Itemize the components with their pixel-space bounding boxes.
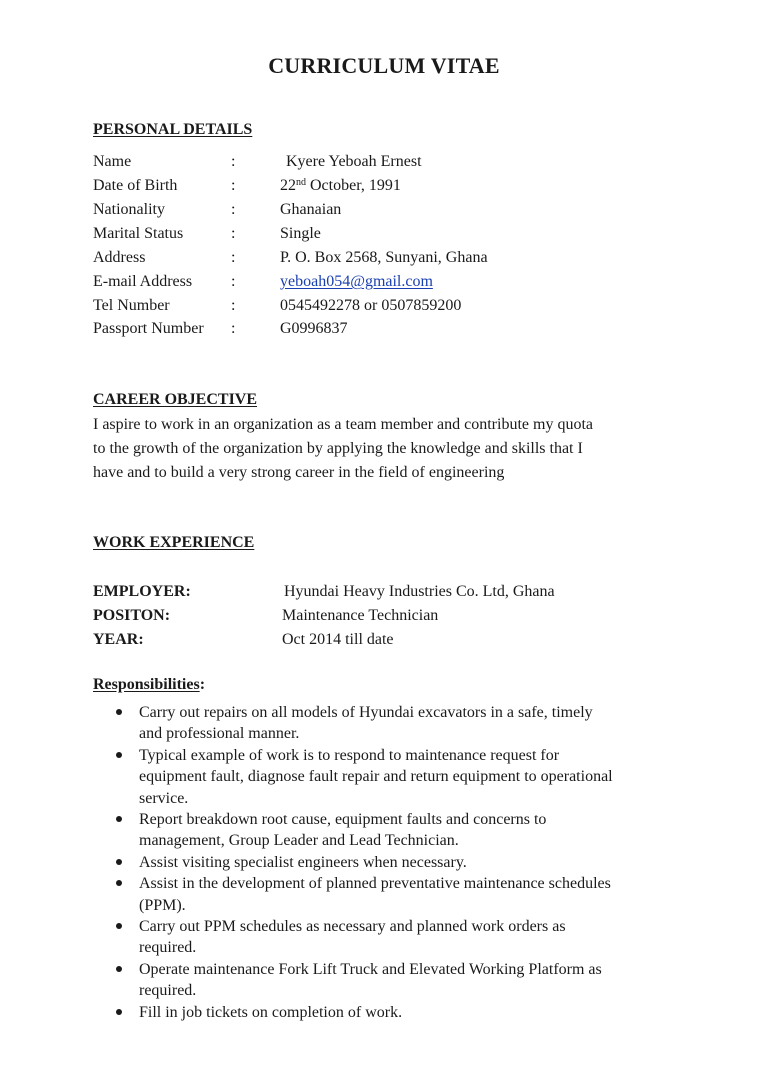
employer-label: EMPLOYER: [93,583,191,600]
email-link[interactable]: yeboah054@gmail.com [280,273,433,290]
dob-day: 22 [280,177,296,194]
detail-label: Nationality [93,201,165,218]
list-item [113,745,713,809]
list-item [113,852,713,873]
detail-colon: : [231,297,236,314]
work-experience-heading: WORK EXPERIENCE [93,534,255,551]
list-item [113,1002,713,1023]
detail-label: Address [93,249,146,266]
list-item [113,873,713,916]
detail-colon: : [231,177,236,194]
list-item-line: equipment fault, diagnose fault repair and return equipment to operational [139,768,613,786]
list-item [113,809,713,852]
detail-label: E-mail Address [93,273,193,290]
objective-line: to the growth of the organization by applying the knowledge and skills that I [93,440,583,457]
list-item-line: (PPM). [139,896,186,914]
detail-value: Ghanaian [280,201,342,218]
list-item-line: required. [139,982,197,1000]
detail-colon: : [231,225,236,242]
detail-value: Single [280,225,321,242]
detail-colon: : [231,201,236,218]
detail-colon: : [231,273,236,290]
list-item [113,959,713,1002]
list-item-line: Operate maintenance Fork Lift Truck and Elevated Working Platform as [139,960,602,978]
detail-value: Kyere Yeboah Ernest [286,153,422,170]
list-item-line: Fill in job tickets on completion of work. [139,1003,403,1021]
personal-details-heading: PERSONAL DETAILS [93,121,253,138]
detail-label: Passport Number [93,320,204,337]
list-item-line: Assist visiting specialist engineers when necessary. [139,853,467,871]
detail-colon: : [231,153,236,170]
detail-label: Tel Number [93,297,170,314]
list-item-line: management, Group Leader and Lead Technician. [139,832,459,850]
year-value: Oct 2014 till date [282,631,394,648]
list-item-line: Carry out repairs on all models of Hyundai excavators in a safe, timely [139,704,593,721]
list-item-line: Report breakdown root cause, equipment faults and concerns to [139,811,547,829]
employer-value: Hyundai Heavy Industries Co. Ltd, Ghana [284,583,555,600]
detail-value: 0545492278 or 0507859200 [280,297,462,314]
detail-colon: : [231,320,236,337]
objective-line: have and to build a very strong career in the field of engineering [93,464,505,481]
list-item [113,702,713,745]
list-item-line: and professional manner. [139,725,300,743]
document-title: CURRICULUM VITAE [268,53,500,78]
detail-label: Marital Status [93,225,184,242]
position-label: POSITON: [93,607,171,624]
responsibilities-list [113,702,713,1023]
responsibilities-heading [93,676,205,694]
dob-rest: October, 1991 [306,177,401,194]
career-objective-text [93,413,693,485]
dob-suffix: nd [296,177,306,188]
detail-value [280,174,401,198]
detail-label: Date of Birth [93,177,178,194]
responsibilities-label: Responsibilities [93,676,200,693]
responsibilities-colon: : [199,676,206,693]
list-item-line: required. [139,939,197,957]
list-item-line: Assist in the development of planned preventative maintenance schedules [139,875,611,893]
career-objective-heading: CAREER OBJECTIVE [93,391,258,408]
list-item [113,916,713,959]
year-label: YEAR: [93,631,144,648]
position-value: Maintenance Technician [282,607,439,624]
objective-line: I aspire to work in an organization as a team member and contribute my quota [93,416,593,433]
detail-colon: : [231,249,236,266]
detail-label: Name [93,153,132,170]
list-item-line: Carry out PPM schedules as necessary and planned work orders as [139,918,566,936]
detail-value: P. O. Box 2568, Sunyani, Ghana [280,249,488,266]
detail-value: G0996837 [280,320,348,337]
list-item-line: Typical example of work is to respond to maintenance request for [139,746,560,764]
list-item-line: service. [139,789,189,807]
